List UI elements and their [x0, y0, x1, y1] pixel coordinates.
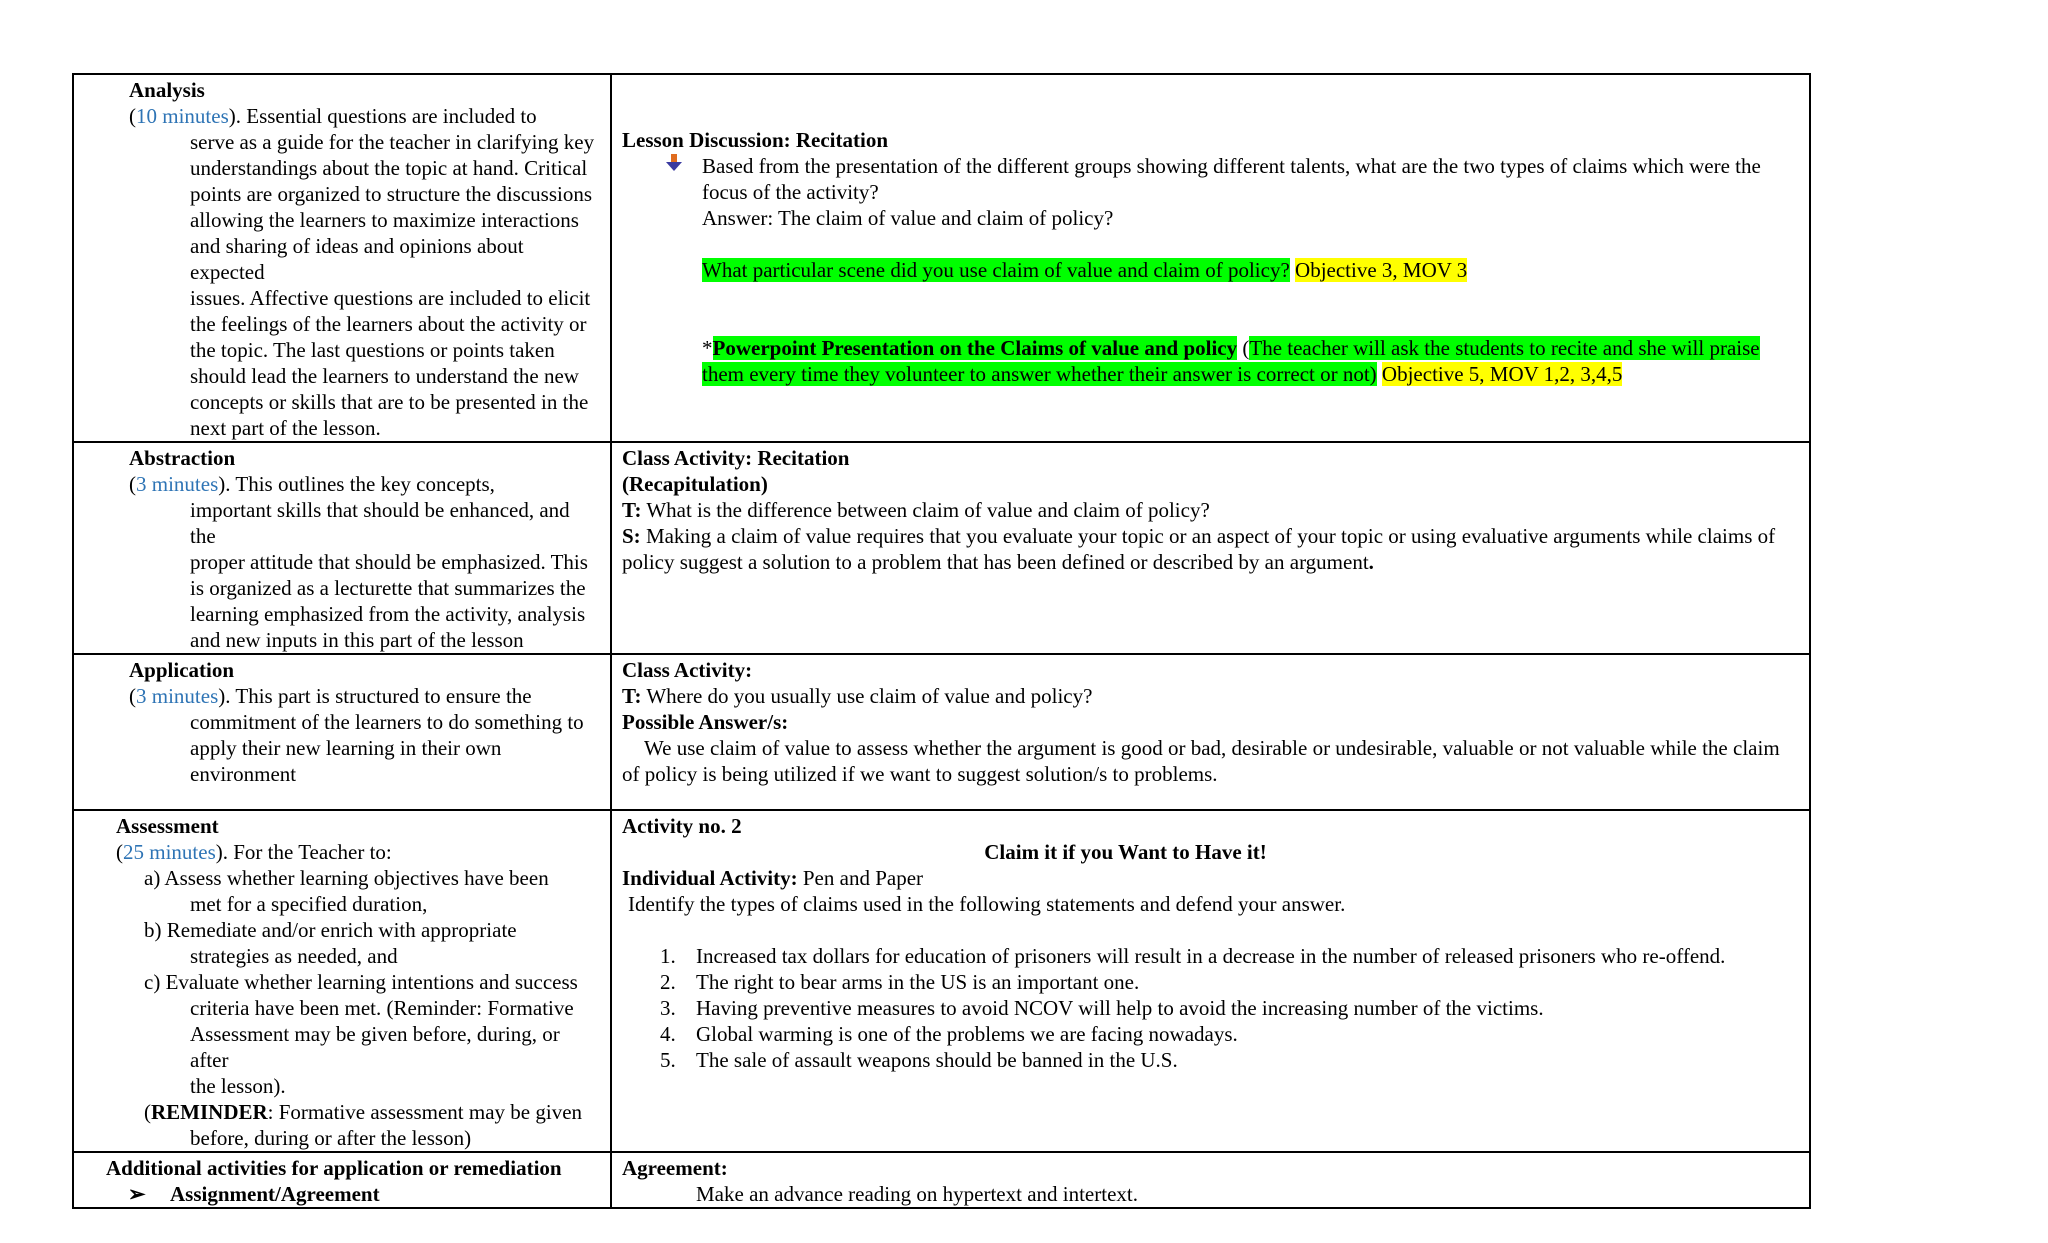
application-intro-rest: ). This part is structured to ensure the: [218, 684, 532, 708]
item-text: Having preventive measures to avoid NCOV will help to avoid the increasing number of the victims.: [696, 996, 1544, 1020]
highlighted-question: What particular scene did you use claim of value and claim of policy?: [702, 258, 1290, 282]
item-text: Increased tax dollars for education of prisoners will result in a decrease in the number of released prisoners who re-offend.: [696, 944, 1726, 968]
analysis-line: and sharing of ideas and opinions about expected: [190, 234, 524, 284]
arrow-down-icon: [664, 153, 684, 173]
recap-label: (Recapitulation): [622, 472, 768, 496]
assessment-row: [73, 810, 1810, 1152]
abstraction-intro: (3 minutes). This outlines the key concepts,: [129, 472, 495, 496]
assessment-c-line: the lesson).: [190, 1074, 286, 1098]
additional-heading: Additional activities for application or remediation: [106, 1156, 562, 1180]
abstraction-heading: Abstraction: [129, 446, 236, 470]
abstraction-intro-rest: ). This outlines the key concepts,: [218, 472, 495, 496]
application-line: environment: [190, 762, 297, 786]
list-item: [622, 1047, 1799, 1073]
activity-number: Activity no. 2: [622, 814, 742, 838]
application-row: [73, 654, 1810, 810]
discussion-title: Lesson Discussion: Recitation: [622, 128, 889, 152]
abstraction-line: proper attitude that should be emphasized. This: [190, 550, 588, 574]
assessment-item-b2: strategies as needed, and: [190, 944, 398, 968]
list-item: [622, 943, 1799, 969]
analysis-left-cell: [73, 74, 611, 442]
objective-badge: Objective 5, MOV 1,2, 3,4,5: [1381, 362, 1623, 386]
claims-list: [622, 943, 1799, 1073]
t-label: T:: [622, 684, 642, 708]
application-description: [84, 709, 600, 787]
ppt-paragraph: [702, 335, 1799, 387]
item-text: Global warming is one of the problems we are facing nowadays.: [696, 1022, 1238, 1046]
analysis-heading: Analysis: [129, 78, 205, 102]
assessment-reminder-line2: before, during or after the lesson): [190, 1126, 472, 1150]
answer-text: Answer: The claim of value and claim of policy?: [702, 206, 1114, 230]
item-number: 4.: [660, 1022, 676, 1046]
abstraction-description: [84, 497, 600, 653]
abstraction-line: learning emphasized from the activity, analysis: [190, 602, 586, 626]
ppt-text: The teacher will ask the students to recite and she will praise them every time they volunteer to answer whether their answer is correct or not): [702, 336, 1760, 386]
agreement-text: Make an advance reading on hypertext and intertext.: [696, 1182, 1138, 1206]
analysis-time: 10 minutes: [136, 104, 229, 128]
application-line: apply their new learning in their own: [190, 736, 502, 760]
activity-title: Claim it if you Want to Have it!: [984, 840, 1267, 864]
arrowhead-bullet-icon: ➢: [128, 1182, 146, 1206]
analysis-line: issues. Affective questions are included to elicit: [190, 286, 591, 310]
teacher-question: [622, 497, 1799, 523]
ppt-title: Powerpoint Presentation on the Claims of value and policy: [712, 336, 1238, 360]
item-text: The right to bear arms in the US is an important one.: [696, 970, 1140, 994]
application-left-cell: [73, 654, 611, 810]
objective-badge: Objective 3, MOV 3: [1295, 258, 1468, 282]
assignment-item: [84, 1181, 600, 1207]
assignment-label: Assignment/Agreement: [170, 1182, 380, 1206]
s-end: .: [1368, 550, 1374, 574]
assessment-c-line: Assessment may be given before, during, or after: [190, 1022, 560, 1072]
assessment-heading: Assessment: [116, 814, 219, 838]
reminder-open: (: [144, 1100, 151, 1124]
assessment-c-line: criteria have been met. (Reminder: Formative: [190, 996, 574, 1020]
item-text: The sale of assault weapons should be banned in the U.S.: [696, 1048, 1178, 1072]
assessment-item-a: a) Assess whether learning objectives have been: [144, 866, 549, 890]
t-text: Where do you usually use claim of value and policy?: [641, 684, 1093, 708]
analysis-line: should lead the learners to understand the new: [190, 364, 579, 388]
assessment-intro-rest: ). For the Teacher to:: [215, 840, 392, 864]
additional-right-cell: [611, 1152, 1810, 1208]
reminder-bold: REMINDER: [151, 1100, 268, 1124]
application-activity-title: Class Activity:: [622, 658, 753, 682]
item-number: 5.: [660, 1048, 676, 1072]
application-line: commitment of the learners to do something to: [190, 710, 584, 734]
application-teacher-question: [622, 683, 1799, 709]
individual-label: Individual Activity:: [622, 866, 798, 890]
analysis-line: allowing the learners to maximize interactions: [190, 208, 579, 232]
s-label: S:: [622, 524, 641, 548]
assessment-left-cell: [73, 810, 611, 1152]
s-text: Making a claim of value requires that you evaluate your topic or an aspect of your topic or using evaluative arguments while claims of policy suggest a solution to a problem that has been defined or described by an argument: [622, 524, 1776, 574]
abstraction-right-cell: [611, 442, 1810, 654]
item-number: 3.: [660, 996, 676, 1020]
assessment-time: 25 minutes: [123, 840, 216, 864]
analysis-description: [84, 129, 600, 441]
t-text: What is the difference between claim of value and claim of policy?: [641, 498, 1210, 522]
assessment-intro: (25 minutes). For the Teacher to:: [116, 840, 392, 864]
t-label: T:: [622, 498, 642, 522]
assessment-item-b: b) Remediate and/or enrich with appropriate: [144, 918, 517, 942]
abstraction-activity-title: Class Activity: Recitation: [622, 446, 850, 470]
list-item: [622, 1021, 1799, 1047]
assessment-item-a2: met for a specified duration,: [190, 892, 428, 916]
analysis-intro-rest: ). Essential questions are included to: [228, 104, 537, 128]
analysis-right-cell: [611, 74, 1810, 442]
assessment-reminder: [84, 1099, 600, 1125]
abstraction-row: [73, 442, 1810, 654]
ppt-paren: (: [1237, 336, 1250, 360]
individual-activity: [622, 865, 1799, 891]
possible-answer-text: We use claim of value to assess whether the argument is good or bad, desirable or undesirable, valuable or not valuable while the claim of policy is being utilized if we want to suggest solution/s to problems.: [622, 736, 1780, 786]
analysis-intro: (10 minutes). Essential questions are included to: [129, 104, 537, 128]
assessment-right-cell: [611, 810, 1810, 1152]
application-heading: Application: [129, 658, 235, 682]
abstraction-line: and new inputs in this part of the lesson: [190, 628, 524, 652]
reminder-text: : Formative assessment may be given: [267, 1100, 583, 1124]
ppt-star: *: [702, 336, 713, 360]
additional-row: [73, 1152, 1810, 1208]
agreement-label: Agreement:: [622, 1156, 728, 1180]
lesson-plan-table: [72, 73, 1811, 1209]
application-time: 3 minutes: [136, 684, 219, 708]
possible-answer-label: Possible Answer/s:: [622, 710, 789, 734]
item-number: 1.: [660, 944, 676, 968]
abstraction-line: important skills that should be enhanced, and the: [190, 498, 570, 548]
activity-instruction: Identify the types of claims used in the following statements and defend your answer.: [628, 892, 1346, 916]
analysis-line: the feelings of the learners about the activity or: [190, 312, 587, 336]
assessment-item-c-body: [84, 995, 600, 1099]
analysis-row: [73, 74, 1810, 442]
question-text: Based from the presentation of the different groups showing different talents, what are the two types of claims which were the focus of the activity?: [702, 154, 1761, 204]
abstraction-left-cell: [73, 442, 611, 654]
analysis-line: serve as a guide for the teacher in clarifying key: [190, 130, 595, 154]
analysis-line: next part of the lesson.: [190, 416, 381, 440]
individual-text: Pen and Paper: [797, 866, 924, 890]
analysis-line: the topic. The last questions or points taken: [190, 338, 555, 362]
assessment-item-c: c) Evaluate whether learning intentions and success: [144, 970, 578, 994]
abstraction-time: 3 minutes: [136, 472, 219, 496]
list-item: [622, 995, 1799, 1021]
analysis-line: points are organized to structure the discussions: [190, 182, 593, 206]
abstraction-line: is organized as a lecturette that summarizes the: [190, 576, 586, 600]
list-item: [622, 969, 1799, 995]
application-right-cell: [611, 654, 1810, 810]
student-answer: [622, 523, 1799, 575]
item-number: 2.: [660, 970, 676, 994]
analysis-line: understandings about the topic at hand. Critical: [190, 156, 588, 180]
discussion-question: [622, 153, 1799, 231]
application-intro: (3 minutes). This part is structured to ensure the: [129, 684, 532, 708]
analysis-line: concepts or skills that are to be presented in the: [190, 390, 589, 414]
additional-left-cell: [73, 1152, 611, 1208]
